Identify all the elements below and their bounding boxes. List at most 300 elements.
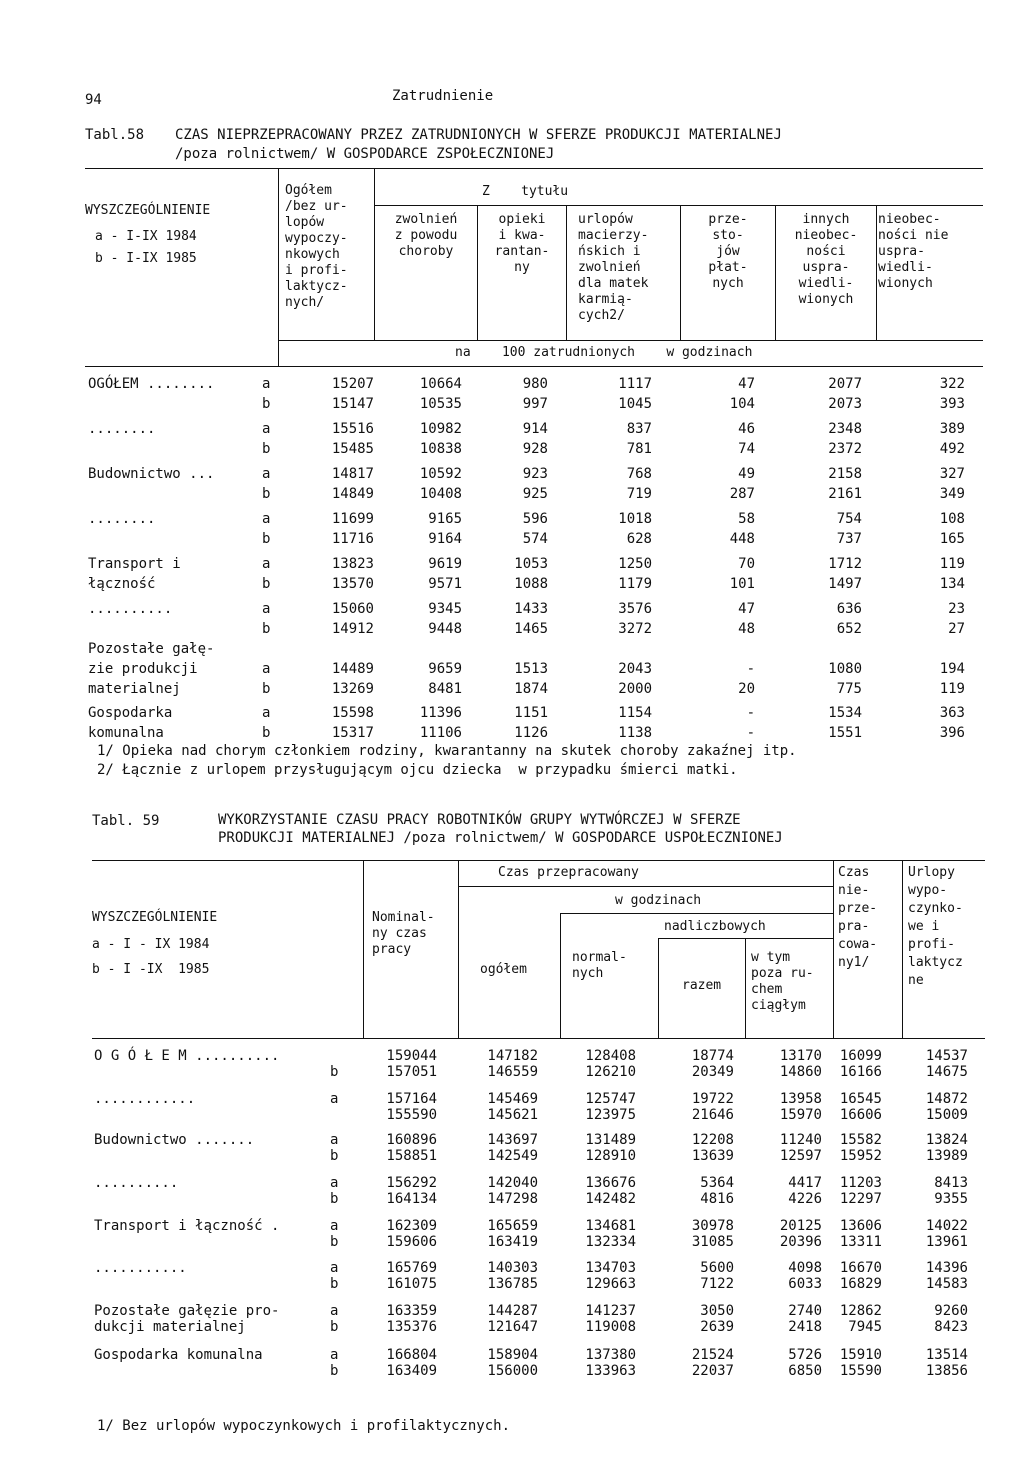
t58-row-label: Gospodarka — [88, 705, 173, 721]
t58-cell: - — [746, 661, 755, 677]
t59-cell: 137380 — [585, 1347, 636, 1363]
t59-group-hours: w godzinach — [615, 893, 702, 908]
t58-col-downtime-5: nych — [712, 276, 744, 291]
t58-cell: 47 — [738, 376, 755, 392]
t58-col-downtime-4: płat- — [708, 260, 748, 275]
t58-cell: 15207 — [331, 376, 374, 392]
t58-row-label: zie produkcji — [88, 661, 198, 677]
t59-cell: 13989 — [925, 1148, 968, 1164]
t58-col-sick-3: choroby — [398, 244, 454, 259]
t58-cell: 636 — [836, 601, 862, 617]
t58-col-maternity-5: dla matek — [578, 276, 649, 291]
t59-cell: 163419 — [487, 1234, 538, 1250]
t59-cell: 15590 — [839, 1363, 882, 1379]
t59-col-leave-3: czynko- — [908, 901, 963, 916]
t58-cell: 15598 — [331, 705, 374, 721]
t59-cell: 6850 — [788, 1363, 822, 1379]
t59-cell: 143697 — [487, 1132, 538, 1148]
t58-cell: 1465 — [514, 621, 548, 637]
t59-cell: 119008 — [585, 1319, 636, 1335]
t58-col-unexcused-2: ności nie — [878, 228, 949, 243]
t58-row-period: a — [262, 556, 271, 572]
t58-cell: 9345 — [428, 601, 462, 617]
t59-cell: 15582 — [839, 1132, 882, 1148]
t58-col-maternity-2: macierzy- — [578, 228, 649, 243]
t58-col-total-3: lopów — [285, 215, 325, 230]
t58-cell: 165 — [939, 531, 965, 547]
t59-row-label: dukcji materialnej — [94, 1319, 246, 1335]
t58-cell: 980 — [522, 376, 548, 392]
t58-cell: 11699 — [331, 511, 374, 527]
t59-cell: 142482 — [585, 1191, 636, 1207]
t58-cell: 574 — [522, 531, 548, 547]
t59-cell: 129663 — [585, 1276, 636, 1292]
t59-cell: 5364 — [700, 1175, 734, 1191]
t58-row-label: łączność — [88, 576, 156, 592]
t58-cell: - — [746, 705, 755, 721]
t58-col-other-5: wiedli- — [798, 276, 854, 291]
t59-stub-header-2: a - I - IX 1984 — [92, 937, 210, 952]
t59-col-notworked-2: nie- — [838, 883, 870, 898]
t58-row-label: materialnej — [88, 681, 181, 697]
t59-cell: 15910 — [839, 1347, 882, 1363]
t58-cell: 11716 — [331, 531, 374, 547]
t59-cell: 135376 — [386, 1319, 437, 1335]
t59-cell: 165769 — [386, 1260, 437, 1276]
t58-cell: 628 — [626, 531, 652, 547]
t58-cell: 2073 — [828, 396, 862, 412]
t58-col-other-2: nieobec- — [794, 228, 858, 243]
t59-cell: 6033 — [788, 1276, 822, 1292]
t58-cell: 13269 — [331, 681, 374, 697]
t58-col-total-5: nkowych — [285, 247, 340, 262]
t59-cell: 5600 — [700, 1260, 734, 1276]
t58-cell: 393 — [939, 396, 965, 412]
t58-cell: 2372 — [828, 441, 862, 457]
t58-cell: 9164 — [428, 531, 462, 547]
t58-row-period: a — [262, 601, 271, 617]
t58-col-sick-1: zwolnień — [394, 212, 458, 227]
t59-col-normal-1: normal- — [572, 950, 627, 965]
t58-cell: 8481 — [428, 681, 462, 697]
t58-cell: 2158 — [828, 466, 862, 482]
t59-cell: 9355 — [934, 1191, 968, 1207]
t59-cell: 140303 — [487, 1260, 538, 1276]
t58-row-period: b — [262, 681, 271, 697]
t58-row-label: ........ — [88, 511, 156, 527]
t58-cell: 14849 — [331, 486, 374, 502]
t59-cell: 158904 — [487, 1347, 538, 1363]
t58-cell: 1080 — [828, 661, 862, 677]
t58-cell: 1250 — [618, 556, 652, 572]
t58-cell: 1117 — [618, 376, 652, 392]
t58-cell: 46 — [738, 421, 755, 437]
t59-cell: 14583 — [925, 1276, 968, 1292]
t59-cell: 147298 — [487, 1191, 538, 1207]
t59-cell: 125747 — [585, 1091, 636, 1107]
t59-cell: 12297 — [839, 1191, 882, 1207]
t58-cell: 119 — [939, 681, 965, 697]
t58-cell: 9165 — [428, 511, 462, 527]
t58-cell: 14912 — [331, 621, 374, 637]
t58-cell: 1053 — [514, 556, 548, 572]
t59-cell: 146559 — [487, 1064, 538, 1080]
t58-cell: 837 — [626, 421, 652, 437]
t59-row-label: Transport i łączność . — [94, 1218, 280, 1234]
t59-cell: 13639 — [691, 1148, 734, 1164]
t59-cell: 145469 — [487, 1091, 538, 1107]
t58-col-care-1: opieki — [498, 212, 546, 227]
t58-col-unexcused-3: uspra- — [878, 244, 925, 259]
t58-cell: 3272 — [618, 621, 652, 637]
t58-cell: 1497 — [828, 576, 862, 592]
t58-footnote-1: 1/ Opieka nad chorym członkiem rodziny, kwarantanny na skutek choroby zakaźnej itp. — [97, 743, 797, 759]
t59-cell: 14396 — [925, 1260, 968, 1276]
t58-cell: 15485 — [331, 441, 374, 457]
t59-col-leave-1: Urlopy — [908, 865, 955, 880]
t58-cell: 396 — [939, 725, 965, 741]
t58-cell: 1551 — [828, 725, 862, 741]
t59-cell: 121647 — [487, 1319, 538, 1335]
t59-cell: 30978 — [691, 1218, 734, 1234]
t58-group-header: Z tytułu — [482, 184, 569, 199]
t58-cell: 492 — [939, 441, 965, 457]
running-title: Zatrudnienie — [392, 88, 494, 104]
t59-row-label: Gospodarka komunalna — [94, 1347, 263, 1363]
t59-group-worked: Czas przepracowany — [498, 865, 639, 880]
t58-col-downtime-1: prze- — [708, 212, 748, 227]
t59-cell: 4816 — [700, 1191, 734, 1207]
t58-row-period: b — [262, 531, 271, 547]
t59-cell: 160896 — [386, 1132, 437, 1148]
t58-col-unexcused-5: wionych — [878, 276, 933, 291]
t58-cell: 914 — [522, 421, 548, 437]
t58-cell: 287 — [729, 486, 755, 502]
t59-col-notworked-6: ny1/ — [838, 955, 870, 970]
t58-cell: 448 — [729, 531, 755, 547]
t58-cell: 2043 — [618, 661, 652, 677]
t59-cell: 20396 — [779, 1234, 822, 1250]
t59-row-label: ............ — [94, 1091, 196, 1107]
t58-col-total-8: nych/ — [285, 295, 325, 310]
t59-cell: 14537 — [925, 1048, 968, 1064]
t58-cell: 101 — [729, 576, 755, 592]
t58-cell: 13823 — [331, 556, 374, 572]
t58-cell: 11106 — [419, 725, 462, 741]
t59-cell: 147182 — [487, 1048, 538, 1064]
t58-cell: 1151 — [514, 705, 548, 721]
t59-row-period: a — [330, 1175, 339, 1191]
t59-cell: 16829 — [839, 1276, 882, 1292]
t59-cell: 128408 — [585, 1048, 636, 1064]
t59-col-normal-2: nych — [572, 966, 604, 981]
t58-col-care-3: rantan- — [494, 244, 550, 259]
t59-col-ot-total: razem — [682, 978, 722, 993]
t58-cell: 1534 — [828, 705, 862, 721]
table-59-title-line1: WYKORZYSTANIE CZASU PRACY ROBOTNIKÓW GRUPY WYTWÓRCZEJ W SFERZE — [218, 812, 741, 828]
t58-col-unexcused-1: nieobec- — [878, 212, 941, 227]
t58-cell: 194 — [939, 661, 965, 677]
t59-row-period: a — [330, 1303, 339, 1319]
t58-cell: 10982 — [419, 421, 462, 437]
t58-row-label: OGÓŁEM ........ — [88, 376, 215, 392]
t58-cell: 349 — [939, 486, 965, 502]
t58-cell: 15516 — [331, 421, 374, 437]
t58-cell: 1513 — [514, 661, 548, 677]
t58-col-total-7: laktycz- — [285, 279, 348, 294]
t58-cell: 3576 — [618, 601, 652, 617]
t58-cell: 2348 — [828, 421, 862, 437]
t58-cell: 15060 — [331, 601, 374, 617]
table-58-title-line1: CZAS NIEPRZEPRACOWANY PRZEZ ZATRUDNIONYCH W SFERZE PRODUKCJI MATERIALNEJ — [175, 127, 782, 143]
t58-cell: 754 — [836, 511, 862, 527]
t59-cell: 128910 — [585, 1148, 636, 1164]
t58-cell: 1126 — [514, 725, 548, 741]
t59-cell: 31085 — [691, 1234, 734, 1250]
t59-row-period: a — [330, 1347, 339, 1363]
t59-row-period: b — [330, 1191, 339, 1207]
t59-col-nominal-2: ny czas — [372, 926, 427, 941]
t59-cell: 21646 — [691, 1107, 734, 1123]
page-number: 94 — [85, 92, 102, 108]
t58-row-period: b — [262, 576, 271, 592]
t59-cell: 2639 — [700, 1319, 734, 1335]
t58-cell: 27 — [948, 621, 965, 637]
t59-row-label: O G Ó Ł E M .......... — [94, 1048, 280, 1064]
t59-cell: 8423 — [934, 1319, 968, 1335]
t58-cell: 652 — [836, 621, 862, 637]
t58-cell: 9619 — [428, 556, 462, 572]
t59-stub-header-1: WYSZCZEGÓLNIENIE — [92, 910, 218, 925]
t58-cell: 923 — [522, 466, 548, 482]
t58-cell: 737 — [836, 531, 862, 547]
t59-cell: 3050 — [700, 1303, 734, 1319]
t58-cell: 10535 — [419, 396, 462, 412]
t59-group-overtime: nadliczbowych — [664, 919, 766, 934]
t59-cell: 4417 — [788, 1175, 822, 1191]
t59-col-leave-5: profi- — [908, 937, 955, 952]
t58-cell: 1018 — [618, 511, 652, 527]
t58-cell: 9448 — [428, 621, 462, 637]
t59-cell: 16670 — [839, 1260, 882, 1276]
t58-col-other-3: ności — [806, 244, 846, 259]
t59-cell: 13170 — [779, 1048, 822, 1064]
t58-row-period: a — [262, 421, 271, 437]
t59-row-label: ........... — [94, 1260, 187, 1276]
t59-cell: 12597 — [779, 1148, 822, 1164]
t59-cell: 134703 — [585, 1260, 636, 1276]
t59-cell: 132334 — [585, 1234, 636, 1250]
t59-row-period: a — [330, 1091, 339, 1107]
t58-col-other-1: innych — [802, 212, 850, 227]
t58-cell: 15317 — [331, 725, 374, 741]
t59-cell: 4226 — [788, 1191, 822, 1207]
table-59-label: Tabl. 59 — [92, 813, 160, 829]
t58-cell: 1088 — [514, 576, 548, 592]
t58-cell: 70 — [738, 556, 755, 572]
t59-cell: 13961 — [925, 1234, 968, 1250]
t58-cell: 20 — [738, 681, 755, 697]
t59-col-notworked-3: prze- — [838, 901, 878, 916]
t59-col-nominal-3: pracy — [372, 942, 412, 957]
t58-cell: 768 — [626, 466, 652, 482]
t58-cell: 48 — [738, 621, 755, 637]
t59-cell: 133963 — [585, 1363, 636, 1379]
t58-row-label: .......... — [88, 601, 173, 617]
t58-cell: 1433 — [514, 601, 548, 617]
t59-footnote: 1/ Bez urlopów wypoczynkowych i profilaktycznych. — [97, 1418, 511, 1434]
t58-row-period: b — [262, 441, 271, 457]
t59-cell: 21524 — [691, 1347, 734, 1363]
t59-cell: 123975 — [585, 1107, 636, 1123]
t58-cell: 1179 — [618, 576, 652, 592]
t59-cell: 13824 — [925, 1132, 968, 1148]
t58-cell: 781 — [626, 441, 652, 457]
t59-cell: 142549 — [487, 1148, 538, 1164]
t58-cell: 2077 — [828, 376, 862, 392]
t59-cell: 163409 — [386, 1363, 437, 1379]
t59-cell: 14872 — [925, 1091, 968, 1107]
t59-cell: 159606 — [386, 1234, 437, 1250]
t58-cell: - — [746, 725, 755, 741]
t59-cell: 13856 — [925, 1363, 968, 1379]
t58-cell: 15147 — [331, 396, 374, 412]
t59-stub-header-3: b - I -IX 1985 — [92, 962, 210, 977]
t59-cell: 16166 — [839, 1064, 882, 1080]
t59-cell: 15970 — [779, 1107, 822, 1123]
t59-cell: 8413 — [934, 1175, 968, 1191]
t59-cell: 11203 — [839, 1175, 882, 1191]
t58-cell: 596 — [522, 511, 548, 527]
t59-cell: 164134 — [386, 1191, 437, 1207]
t59-cell: 166804 — [386, 1347, 437, 1363]
t58-row-period: a — [262, 376, 271, 392]
t58-col-maternity-6: karmią- — [578, 292, 633, 307]
t58-col-care-2: i kwa- — [498, 228, 546, 243]
t59-cell: 142040 — [487, 1175, 538, 1191]
t59-col-total: ogółem — [480, 962, 527, 977]
t58-row-label: Budownictwo ... — [88, 466, 215, 482]
t58-cell: 11396 — [419, 705, 462, 721]
t59-cell: 13958 — [779, 1091, 822, 1107]
t58-cell: 775 — [836, 681, 862, 697]
t58-col-downtime-2: sto- — [712, 228, 744, 243]
t59-cell: 20349 — [691, 1064, 734, 1080]
t59-cell: 14860 — [779, 1064, 822, 1080]
t58-row-period: b — [262, 486, 271, 502]
t58-cell: 389 — [939, 421, 965, 437]
t58-cell: 14489 — [331, 661, 374, 677]
table-58-label: Tabl.58 — [85, 127, 145, 143]
t58-cell: 108 — [939, 511, 965, 527]
t58-cell: 58 — [738, 511, 755, 527]
t59-cell: 5726 — [788, 1347, 822, 1363]
t58-cell: 10838 — [419, 441, 462, 457]
t58-cell: 997 — [522, 396, 548, 412]
t58-cell: 9659 — [428, 661, 462, 677]
t59-cell: 4098 — [788, 1260, 822, 1276]
t58-cell: 74 — [738, 441, 755, 457]
t59-cell: 12208 — [691, 1132, 734, 1148]
t59-cell: 14022 — [925, 1218, 968, 1234]
t59-cell: 16099 — [839, 1048, 882, 1064]
t58-unit-row: na 100 zatrudnionych w godzinach — [455, 345, 753, 360]
t58-cell: 327 — [939, 466, 965, 482]
t58-cell: 719 — [626, 486, 652, 502]
t59-cell: 15952 — [839, 1148, 882, 1164]
t58-cell: 2161 — [828, 486, 862, 502]
t59-row-period: b — [330, 1319, 339, 1335]
t59-cell: 126210 — [585, 1064, 636, 1080]
t58-cell: 363 — [939, 705, 965, 721]
t59-cell: 19722 — [691, 1091, 734, 1107]
t58-cell: 23 — [948, 601, 965, 617]
t59-col-leave-7: ne — [908, 973, 924, 988]
t59-cell: 16545 — [839, 1091, 882, 1107]
t59-col-nominal-1: Nominal- — [372, 910, 435, 925]
t58-stub-header-1: WYSZCZEGÓLNIENIE — [85, 203, 211, 218]
t59-row-label: Pozostałe gałęzie pro- — [94, 1303, 280, 1319]
t58-row-period: a — [262, 466, 271, 482]
t59-cell: 141237 — [585, 1303, 636, 1319]
t58-stub-header-3: b - I-IX 1985 — [95, 251, 197, 266]
t58-cell: 10408 — [419, 486, 462, 502]
t59-cell: 165659 — [487, 1218, 538, 1234]
t59-cell: 156292 — [386, 1175, 437, 1191]
t58-cell: 322 — [939, 376, 965, 392]
t58-col-maternity-7: cych2/ — [578, 308, 625, 323]
t58-cell: 2000 — [618, 681, 652, 697]
t59-row-period: a — [330, 1132, 339, 1148]
t59-col-ot-cont-1: w tym — [751, 950, 791, 965]
t59-col-ot-cont-4: ciągłym — [751, 998, 806, 1013]
t59-cell: 13311 — [839, 1234, 882, 1250]
t58-footnote-2: 2/ Łącznie z urlopem przysługującym ojcu dziecka w przypadku śmierci matki. — [97, 762, 738, 778]
t58-cell: 9571 — [428, 576, 462, 592]
t58-row-period: a — [262, 705, 271, 721]
t58-cell: 10592 — [419, 466, 462, 482]
t59-cell: 20125 — [779, 1218, 822, 1234]
t58-col-maternity-3: ńskich i — [578, 244, 641, 259]
t58-row-period: b — [262, 725, 271, 741]
t59-cell: 15009 — [925, 1107, 968, 1123]
t59-cell: 18774 — [691, 1048, 734, 1064]
t59-cell: 9260 — [934, 1303, 968, 1319]
t59-row-period: a — [330, 1260, 339, 1276]
t59-row-label: .......... — [94, 1175, 179, 1191]
t58-col-downtime-3: jów — [716, 244, 740, 259]
t58-col-total-1: Ogółem — [285, 183, 332, 198]
t59-cell: 131489 — [585, 1132, 636, 1148]
t59-cell: 22037 — [691, 1363, 734, 1379]
t59-row-label: Budownictwo ....... — [94, 1132, 255, 1148]
t59-col-notworked-4: pra- — [838, 919, 870, 934]
t58-col-maternity-4: zwolnień — [578, 260, 641, 275]
t59-cell: 163359 — [386, 1303, 437, 1319]
t58-row-label: Transport i — [88, 556, 181, 572]
table-58-title-line2: /poza rolnictwem/ W GOSPODARCE ZSPOŁECZNIONEJ — [175, 146, 555, 162]
t59-cell: 161075 — [386, 1276, 437, 1292]
t59-cell: 16606 — [839, 1107, 882, 1123]
t59-cell: 7122 — [700, 1276, 734, 1292]
t59-cell: 7945 — [848, 1319, 882, 1335]
t58-cell: 134 — [939, 576, 965, 592]
t59-cell: 155590 — [386, 1107, 437, 1123]
t58-row-label: komunalna — [88, 725, 164, 741]
t59-row-period: b — [330, 1148, 339, 1164]
t58-col-other-6: wionych — [798, 292, 854, 307]
table-59-title-line2: PRODUKCJI MATERIALNEJ /poza rolnictwem/ W GOSPODARCE USPOŁECZNIONEJ — [218, 830, 783, 846]
